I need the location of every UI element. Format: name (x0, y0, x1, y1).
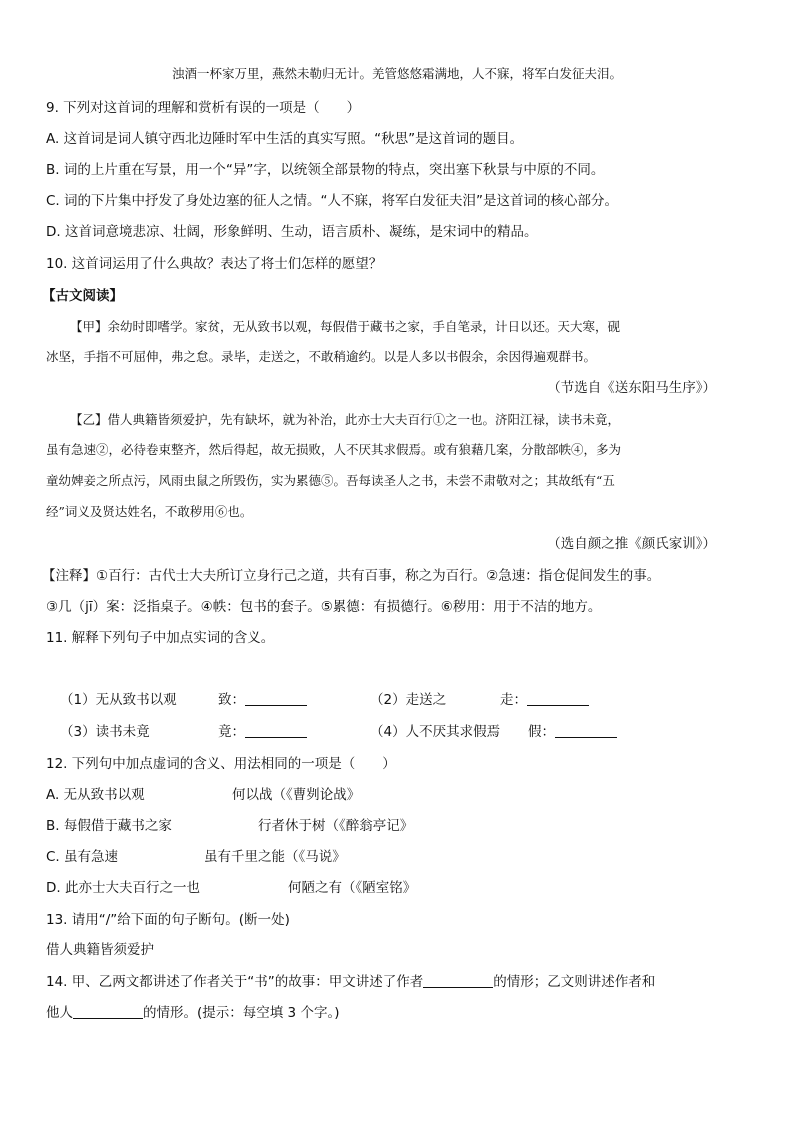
q11-item-1-label: 致： (218, 692, 245, 708)
q9-option-b: B. 词的上片重在写景，用一个“异”字，以统领全部景物的特点，突出塞下秋景与中原的不同。 (46, 162, 605, 178)
notes-line-1: 【注释】①百行：古代士大夫所订立身行己之道，共有百事，称之为百行。②急速：指仓促间发生的事。 (42, 568, 661, 584)
q14-part-1: 14. 甲、乙两文都讲述了作者关于“书”的故事：甲文讲述了作者 (46, 974, 424, 990)
q13-stem: 13. 请用“/”给下面的句子断句。(断一处) (46, 912, 290, 928)
q9-option-d: D. 这首词意境悲凉、壮阔，形象鲜明、生动，语言质朴、凝练，是宋词中的精品。 (46, 224, 538, 240)
q9-stem: 9. 下列对这首词的理解和赏析有误的一项是（ ） (46, 100, 361, 116)
q12-option-d-left: D. 此亦士大夫百行之一也 (46, 880, 200, 896)
q12-option-c-right: 虽有千里之能（《马说》 (204, 849, 346, 865)
jia-source: （节选自《送东阳马生序》） (547, 380, 716, 396)
q14-line-2 (46, 1003, 339, 1023)
q14-blank-1[interactable] (423, 973, 493, 988)
q11-item-2 (370, 690, 446, 710)
yi-line-2: 虽有急速②，必待卷束整齐，然后得起，故无损败，人不厌其求假焉。或有狼藉几案，分散部帙④，多为 (46, 442, 622, 457)
yi-line-1: 【乙】借人典籍皆须爱护，先有缺坏，就为补治，此亦士大夫百行①之一也。济阳江禄，读书未竟， (70, 412, 621, 427)
yi-line-4: 经”词义及贤达姓名，不敢秽用⑥也。 (46, 504, 253, 519)
q11-item-4-text: （4）人不厌其求假焉 (370, 724, 501, 740)
q11-item-3-text: （3）读书未竟 (60, 724, 150, 740)
q14-line-1 (46, 972, 655, 992)
jia-line-2: 冰坚，手指不可屈伸，弗之怠。录毕，走送之，不敢稍逾约。以是人多以书假余，余因得遍观群书。 (46, 349, 597, 364)
yi-line-3: 童幼婢妾之所点污，风雨虫鼠之所毁伤，实为累德⑤。吾每读圣人之书，未尝不肃敬对之；其故纸有“五 (46, 473, 615, 488)
q11-item-4 (370, 722, 500, 742)
q11-item-4-blank[interactable] (555, 723, 617, 738)
q11-item-1-text: （1）无从致书以观 (60, 692, 177, 708)
q11-item-3-answer (218, 722, 307, 742)
q11-stem: 11. 解释下列句子中加点实词的含义。 (46, 630, 275, 646)
q12-option-a-left: A. 无从致书以观 (46, 787, 145, 803)
jia-line-1: 【甲】余幼时即嗜学。家贫，无从致书以观，每假借于藏书之家，手自笔录，计日以还。天大寒，砚 (70, 319, 621, 334)
q11-item-1-answer (218, 690, 307, 710)
q12-option-d-right: 何陋之有（《陋室铭》 (288, 880, 417, 896)
q11-item-3 (60, 722, 150, 742)
q11-item-1-blank[interactable] (245, 691, 307, 706)
q14-part-3: 他人 (46, 1005, 73, 1021)
q13-sentence: 借人典籍皆须爱护 (46, 942, 154, 958)
q10-stem: 10. 这首词运用了什么典故？表达了将士们怎样的愿望？ (46, 256, 383, 272)
q12-option-c-left: C. 虽有急速 (46, 849, 119, 865)
q12-option-b-right: 行者休于树（《醉翁亭记》 (258, 818, 414, 834)
q9-option-a: A. 这首词是词人镇守西北边陲时军中生活的真实写照。“秋思”是这首词的题目。 (46, 131, 524, 147)
q11-item-3-label: 竟： (218, 724, 245, 740)
q11-item-4-answer (528, 722, 617, 742)
q11-item-1 (60, 690, 177, 710)
section-title: 【古文阅读】 (42, 288, 123, 304)
q14-part-4: 的情形。(提示：每空填 3 个字。) (143, 1005, 340, 1021)
q12-option-a-right: 何以战（《曹刿论战》 (232, 787, 361, 803)
notes-line-2: ③几（jī）案：泛指桌子。④帙：包书的套子。⑤累德：有损德行。⑥秽用：用于不洁的地方。 (46, 599, 602, 615)
q12-option-b-left: B. 每假借于藏书之家 (46, 818, 172, 834)
q11-item-2-text: （2）走送之 (370, 692, 447, 708)
q11-item-4-label: 假： (528, 724, 555, 740)
q9-option-c: C. 词的下片集中抒发了身处边塞的征人之情。“人不寐，将军白发征夫泪”是这首词的核心部分。 (46, 193, 618, 209)
poem-tail: 浊酒一杯家万里，燕然未勒归无计。羌管悠悠霜满地，人不寐，将军白发征夫泪。 (171, 66, 622, 81)
q12-stem: 12. 下列句中加点虚词的含义、用法相同的一项是（ ） (46, 756, 396, 772)
yi-source: （选自颜之推《颜氏家训》） (547, 536, 716, 552)
q11-item-2-label: 走： (500, 692, 527, 708)
q14-blank-2[interactable] (73, 1004, 143, 1019)
q14-part-2: 的情形；乙文则讲述作者和 (493, 974, 656, 990)
q11-item-3-blank[interactable] (245, 723, 307, 738)
q11-item-2-blank[interactable] (527, 691, 589, 706)
q11-item-2-answer (500, 690, 589, 710)
